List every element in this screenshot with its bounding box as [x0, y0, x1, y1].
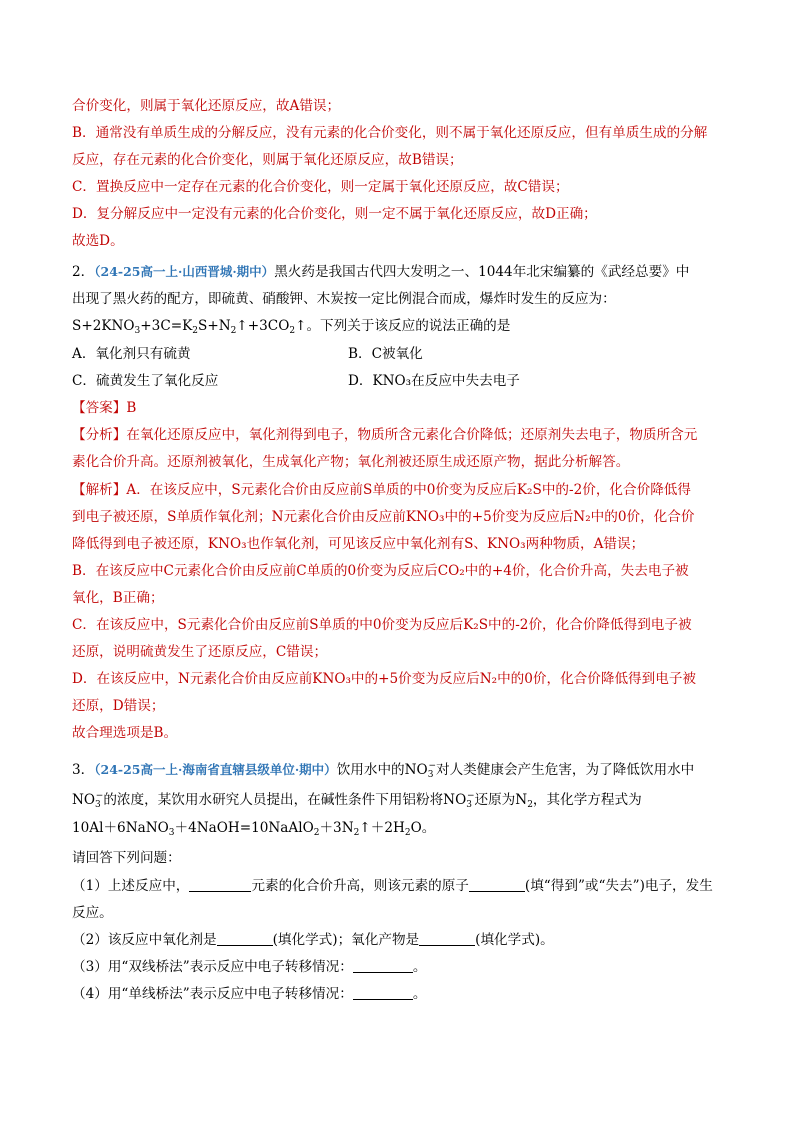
eq-part: ＋3N — [319, 820, 354, 836]
q2-option-a: A．氧化剂只有硫黄 — [72, 346, 191, 362]
q3-part4-text: （4）用“单线桥法”表示反应中电子转移情况： — [72, 986, 353, 1002]
formula-superscript: − — [428, 761, 436, 771]
q3-stem-line1 — [72, 756, 694, 785]
q2-option-d: D．KNO₃在反应中失去电子 — [348, 373, 520, 389]
answer-tag: 【答案】 — [72, 400, 127, 416]
q2-explanation-d-line1: D．在该反应中，N元素化合价由反应前KNO₃中的+5价变为反应后N₂中的0价，化合价降低得到电子被 — [72, 671, 697, 687]
q3-number: 3． — [72, 762, 95, 778]
q3-stem-text: ，其化学方程式为 — [532, 792, 642, 808]
formula-superscript: − — [95, 791, 104, 801]
q1-option-d: D．复分解反应中一定没有元素的化合价变化，则一定不属于氧化还原反应，故D正确； — [72, 206, 597, 222]
answer-blank[interactable] — [469, 877, 525, 892]
q2-analysis-line2: 素化合价升高。还原剂被氧化，生成氧化产物；氧化剂被还原生成还原产物，据此分析解答。 — [72, 454, 630, 470]
eq-subscript: 3 — [168, 828, 175, 838]
answer-blank[interactable] — [353, 958, 413, 973]
eq-subscript: 2 — [353, 828, 360, 838]
eq-subscript: 2 — [289, 326, 296, 336]
eq-part: ＋4NaOH=10NaAlO — [174, 820, 314, 836]
q2-analysis-line1 — [72, 425, 697, 445]
eq-part: ↑＋2H — [359, 820, 405, 836]
q2-number: 2． — [72, 264, 95, 280]
q2-equation — [72, 316, 510, 341]
q3-part1-line2: 反应。 — [72, 905, 113, 921]
answer-blank[interactable] — [353, 985, 413, 1000]
q3-stem-text: 饮用水中的NO — [336, 762, 428, 778]
q1-tail-line1: 合价变化，则属于氧化还原反应，故A错误； — [72, 98, 341, 114]
q2-conclusion: 故合理选项是B。 — [72, 725, 178, 741]
q2-answer — [72, 398, 136, 418]
eq-subscript: 2 — [313, 828, 320, 838]
q2-options-row2 — [72, 371, 722, 391]
q3-prompt: 请回答下列问题： — [72, 850, 181, 866]
analysis-tag: 【分析】 — [72, 427, 127, 443]
q3-part2-text: （2）该反应中氧化剂是 — [72, 932, 217, 948]
q2-explanation-d-line2: 还原，D错误； — [72, 698, 165, 714]
eq-part: ↑ — [295, 318, 307, 334]
answer-blank[interactable] — [189, 877, 251, 892]
eq-subscript: 2 — [230, 326, 237, 336]
formula-superscript: − — [466, 791, 475, 801]
q3-part1-text: （1）上述反应中， — [72, 878, 190, 894]
q2-stem-tail: 。下列关于该反应的说法正确的是 — [306, 318, 511, 334]
q2-stem-line1 — [72, 262, 689, 282]
q2-explanation-line1 — [72, 480, 691, 500]
eq-part: +3C=K — [140, 318, 193, 334]
explanation-tag: 【解析】 — [72, 482, 127, 498]
eq-subscript: 3 — [134, 326, 141, 336]
q3-source: （24-25高一上·海南省直辖县级单位·期中） — [94, 762, 337, 777]
q3-part4-text: 。 — [412, 986, 427, 1002]
formula-subscript: 3 — [427, 770, 434, 780]
q3-stem-text: 对人类健康会产生危害，为了降低饮用水中 — [435, 762, 695, 778]
q3-part2-text: (填化学式)。 — [475, 932, 554, 948]
eq-part: O。 — [410, 820, 436, 836]
q2-source: （24-25高一上·山西晋城·期中） — [94, 264, 275, 279]
q3-part2 — [72, 930, 554, 950]
formula-subscript: 2 — [527, 800, 533, 810]
q2-explanation-line3: 降低得到电子被还原，KNO₃也作氧化剂，可见该反应中氧化剂有S、KNO₃两种物质，A错误； — [72, 536, 645, 552]
q3-stem-line2 — [72, 786, 642, 815]
q2-explanation-c-line2: 还原，说明硫黄发生了还原反应，C错误； — [72, 644, 328, 660]
q2-stem-line2: 出现了黑火药的配方，即硫黄、硝酸钾、木炭按一定比例混合而成，爆炸时发生的反应为： — [72, 291, 616, 307]
q2-options-row1 — [72, 344, 722, 364]
q1-option-b-line2: 反应，存在元素的化合价变化，则属于氧化还原反应，故B错误； — [72, 152, 463, 168]
explanation-text: A．在该反应中，S元素化合价由反应前S单质的中0价变为反应后K₂S中的-2价，化合价降低得 — [126, 482, 691, 498]
q1-conclusion: 故选D。 — [72, 233, 124, 249]
q3-part3 — [72, 957, 426, 977]
q2-option-c: C．硫黄发生了氧化反应 — [72, 373, 219, 389]
q2-explanation-c-line1: C．在该反应中，S元素化合价由反应前S单质的中0价变为反应后K₂S中的-2价，化合价降低得到电子被 — [72, 617, 692, 633]
q1-option-c: C．置换反应中一定存在元素的化合价变化，则一定属于氧化还原反应，故C错误； — [72, 179, 569, 195]
answer-blank[interactable] — [217, 931, 273, 946]
q2-explanation-b-line2: 氧化，B正确； — [72, 590, 164, 606]
eq-part: S+2KNO — [72, 318, 135, 334]
formula-subscript: 3 — [466, 800, 472, 810]
eq-part: ↑+3CO — [236, 318, 290, 334]
q3-part1-line1 — [72, 876, 713, 896]
q3-part4 — [72, 984, 426, 1004]
q3-equation — [72, 818, 435, 843]
q1-option-b-line1: B．通常没有单质生成的分解反应，没有元素的化合价变化，则不属于氧化还原反应，但有单质生成的分解 — [72, 125, 708, 141]
q3-part1-text: 元素的化合价升高，则该元素的原子 — [251, 878, 469, 894]
q2-explanation-line2: 到电子被还原，S单质作氧化剂；N元素化合价由反应前KNO₃中的+5价变为反应后N₂中的0价，化合价 — [72, 509, 695, 525]
eq-subscript: 2 — [192, 326, 199, 336]
q3-stem-text: 还原为N — [474, 792, 528, 808]
answer-value: B — [126, 400, 137, 416]
q3-part3-text: （3）用“双线桥法”表示反应中电子转移情况： — [72, 959, 353, 975]
q3-part2-text: (填化学式)；氧化产物是 — [272, 932, 420, 948]
eq-subscript: 2 — [404, 828, 411, 838]
analysis-text: 在氧化还原反应中，氧化剂得到电子，物质所含元素化合价降低；还原剂失去电子，物质所含元 — [126, 427, 698, 443]
q2-option-b: B．C被氧化 — [348, 346, 423, 362]
answer-blank[interactable] — [419, 931, 475, 946]
q2-stem-text1: 黑火药是我国古代四大发明之一、1044年北宋编纂的《武经总要》中 — [274, 264, 690, 280]
formula-subscript: 3 — [95, 800, 101, 810]
q3-part3-text: 。 — [412, 959, 427, 975]
q3-part1-text: (填“得到”或“失去”)电子，发生 — [524, 878, 713, 894]
eq-part: 10Al＋6NaNO — [72, 820, 169, 836]
q2-explanation-b-line1: B．在该反应中C元素化合价由反应前C单质的0价变为反应后CO₂中的+4价，化合价升高，失去电子被 — [72, 563, 689, 579]
eq-part: S+N — [198, 318, 231, 334]
q3-stem-text: 的浓度，某饮用水研究人员提出，在碱性条件下用铝粉将NO — [103, 792, 467, 808]
q3-stem-text: NO — [72, 792, 96, 808]
